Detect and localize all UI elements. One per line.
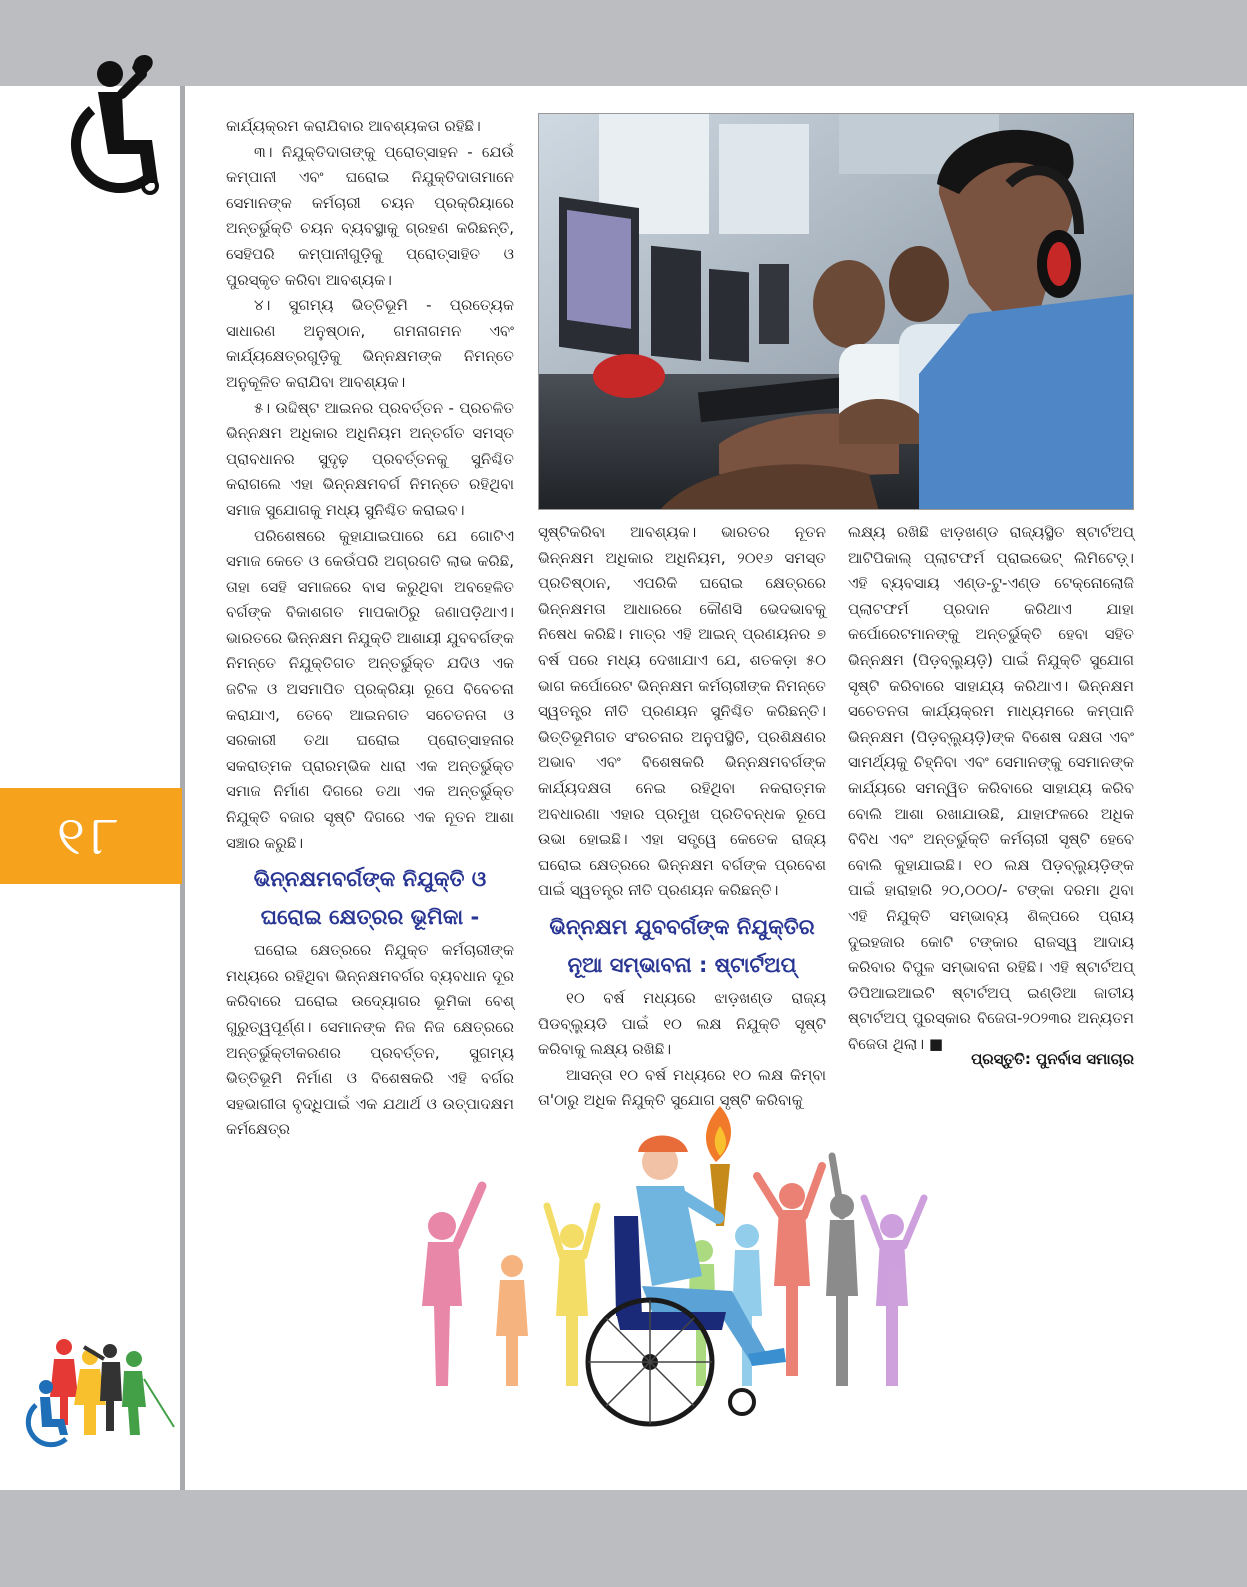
wheelchair-user-icon [40,48,170,203]
paragraph: ଆସନ୍ତା ୧୦ ବର୍ଷ ମଧ୍ୟରେ ୧୦ ଲକ୍ଷ କିମ୍ବା ତା'ଠାରୁ ଅଧିକ ନିଯୁକ୍ତି ସୁଯୋଗ ସୃଷ୍ଟି କରିବାକୁ [538,1065,826,1110]
article-column-3 [848,520,1134,1057]
page-number-tab [0,788,182,884]
paragraph: କାର୍ଯ୍ୟକ୍ରମ କରାଯିବାର ଆବଶ୍ୟକତା ରହିଛି। [226,117,481,135]
page-number: ୧୮ [56,804,126,867]
paragraph: ୧୦ ବର୍ଷ ମଧ୍ୟରେ ଝାଡ଼ଖଣ୍ଡ ରାଜ୍ୟ ପିଡବ୍ଲ୍ୟୁଡି ପାଇଁ ୧୦ ଲକ୍ଷ ନିଯୁକ୍ତି ସୃଷ୍ଟି କରିବାକୁ ଲକ୍ଷ୍ୟ ରଖିଛି। [538,988,826,1059]
paragraph: ଘରୋଇ କ୍ଷେତ୍ରରେ ନିଯୁକ୍ତ କର୍ମଚାରୀଙ୍କ ମଧ୍ୟରେ ରହିଥିବା ଭିନ୍ନକ୍ଷମବର୍ଗର ବ୍ୟବଧାନ ଦୂର କରିବାରେ ଘରୋଇ ଉଦ୍ୟୋଗର ଭୂମିକା ବେଶ୍ ଗୁରୁତ୍ୱପୂର୍ଣ୍ଣ। ସେମାନଙ୍କ ନିଜ ନିଜ କ୍ଷେତ୍ରରେ ଅନ୍ତର୍ଭୁକ୍ତୀକରଣର ପ୍ରବର୍ତ୍ତନ, ସୁଗମ୍ୟ ଭିତ୍ତିଭୂମି ନିର୍ମାଣ ଓ ବିଶେଷକରି ଏହି ବର୍ଗର ସହଭାଗୀତା ବୃଦ୍ଧିପାଇଁ ଏକ ଯଥାର୍ଥ ଓ ଉତ୍ପାଦକ୍ଷମ କର୍ମକ୍ଷେତ୍ର [226,941,514,1139]
paragraph: ସୃଷ୍ଟିକରିବା ଆବଶ୍ୟକ। ଭାରତର ନୂତନ ଭିନ୍ନକ୍ଷମ ଅଧିକାର ଅଧିନିୟମ, ୨୦୧୬ ସମସ୍ତ ପ୍ରତିଷ୍ଠାନ, ଏପରିକି ଘରୋଇ କ୍ଷେତ୍ରରେ ଭିନ୍ନକ୍ଷମତା ଆଧାରରେ କୌଣସି ଭେଦଭାବକୁ ନିଷେଧ କରିଛି। ମାତ୍ର ଏହି ଆଇନ୍ ପ୍ରଣୟନର ୭ ବର୍ଷ ପରେ ମଧ୍ୟ ଦେଖାଯାଏ ଯେ, ଶତକଡ଼ା ୫୦ ଭାଗ କର୍ପୋରେଟ ଭିନ୍ନକ୍ଷମ କର୍ମଚାରୀଙ୍କ ନିମନ୍ତେ ସ୍ୱତନ୍ତ୍ର ନୀତି ପ୍ରଣୟନ ସୁନିଶ୍ଚିତ କରିଛନ୍ତି। ଭିତ୍ତିଭୂମିଗତ ସଂରଚନାର ଅନୁପସ୍ଥିତି, ପ୍ରଶିକ୍ଷଣର ଅଭାବ ଏବଂ ବିଶେଷକରି ଭିନ୍ନକ୍ଷମବର୍ଗଙ୍କ କାର୍ଯ୍ୟଦକ୍ଷତା ନେଇ ରହିଥିବା ନକରାତ୍ମକ ଅବଧାରଣା ଏହାର ପ୍ରମୁଖ ପ୍ରତିବନ୍ଧକ ରୂପେ ଉଭା ହୋଇଛି। ଏହା ସତ୍ତ୍ୱେ କେତେକ ରାଜ୍ୟ ଘରୋଇ କ୍ଷେତ୍ରରେ ଭିନ୍ନକ୍ଷମ ବର୍ଗଙ୍କ ପ୍ରବେଶ ପାଇଁ ସ୍ୱତନ୍ତ୍ର ନୀତି ପ୍ରଣୟନ କରିଛନ୍ତି। [538,523,826,900]
paragraph-point-3: ୩। ନିଯୁକ୍ତିଦାତାଙ୍କୁ ପ୍ରୋତ୍ସାହନ - ଯେଉଁ କମ୍ପାନୀ ଏବଂ ଘରୋଇ ନିଯୁକ୍ତିଦାତାମାନେ ସେମାନଙ୍କ କର୍ମଚାରୀ ଚୟନ ପ୍ରକ୍ରିୟାରେ ଅନ୍ତର୍ଭୁକ୍ତି ଚୟନ ବ୍ୟବସ୍ଥାକୁ ଗ୍ରହଣ କରିଛନ୍ତି, ସେହିପରି କମ୍ପାନୀଗୁଡ଼ିକୁ ପ୍ରୋତ୍ସାହିତ ଓ ପୁରସ୍କୃତ କରିବା ଆବଶ୍ୟକ। [226,142,514,289]
diverse-disabilities-group-icon [24,1335,184,1455]
wheelchair-user-holding-torch-illustration [402,1086,942,1446]
paragraph-conclusion: ପରିଶେଷରେ କୁହାଯାଇପାରେ ଯେ ଗୋଟିଏ ସମାଜ କେତେ ଓ କେଉଁପରି ଅଗ୍ରଗତି ଲାଭ କରିଛି, ତାହା ସେହି ସମାଜରେ ବାସ କରୁଥିବା ଅବହେଳିତ ବର୍ଗଙ୍କ ବିକାଶଗତ ମାପକାଠିରୁ ଜଣାପଡ଼ିଥାଏ। ଭାରତରେ ଭିନ୍ନକ୍ଷମ ନିଯୁକ୍ତି ଆଶାୟୀ ଯୁବବର୍ଗଙ୍କ ନିମନ୍ତେ ନିଯୁକ୍ତିଗତ ଅନ୍ତର୍ଭୁକ୍ତ ଯଦିଓ ଏକ ଜଟିଳ ଓ ଅସମାପିତ ପ୍ରକ୍ରିୟା ରୂପେ ବିବେଚନା କରାଯାଏ, ତେବେ ଆଇନଗତ ସଚେତନତା ଓ ସରକାରୀ ତଥା ଘରୋଇ ପ୍ରୋତ୍ସାହନାର ସକରାତ୍ମକ ପ୍ରାରମ୍ଭିକ ଧାରା ଏକ ଅନ୍ତର୍ଭୁକ୍ତ ସମାଜ ନିର୍ମାଣ ଦିଗରେ ତଥା ଏକ ଅନ୍ତର୍ଭୁକ୍ତ ନିଯୁକ୍ତି ବଜାର ସୃଷ୍ଟି ଦିଗରେ ଏକ ନୂତନ ଆଶା ସଞ୍ଚାର କରୁଛି। [226,526,514,852]
paragraph-point-4: ୪। ସୁଗମ୍ୟ ଭିତ୍ତିଭୂମି - ପ୍ରତ୍ୟେକ ସାଧାରଣ ଅନୁଷ୍ଠାନ, ଗମନାଗମନ ଏବଂ କାର୍ଯ୍ୟକ୍ଷେତ୍ରଗୁଡ଼ିକୁ ଭିନ୍ନକ୍ଷମଙ୍କ ନିମନ୍ତେ ଅନୁକୂଳିତ କରାଯିବା ଆବଶ୍ୟକ। [226,296,514,391]
bottom-band [0,1490,1247,1587]
paragraph-point-5: ୫। ଉଦ୍ଦିଷ୍ଟ ଆଇନର ପ୍ରବର୍ତ୍ତନ - ପ୍ରଚଳିତ ଭିନ୍ନକ୍ଷମ ଅଧିକାର ଅଧିନିୟମ ଅନ୍ତର୍ଗତ ସମସ୍ତ ପ୍ରାବଧାନର ସୁଦୃଢ଼ ପ୍ରବର୍ତ୍ତନକୁ ସୁନିଶ୍ଚିତ କରାଗଲେ ଏହା ଭିନ୍ନକ୍ଷମବର୍ଗ ନିମନ୍ତେ ରହିଥିବା ସମାଜ ସୁଯୋଗକୁ ମଧ୍ୟ ସୁନିଶ୍ଚିତ କରାଇବ। [226,398,514,519]
article-column-2 [538,520,826,1114]
article-credit: ପ୍ରସ୍ତୁତି: ପୁନର୍ବାସ ସମାଚାର [971,1050,1134,1068]
article-column-1 [226,114,514,1143]
section-heading-private-sector: ଭିନ୍ନକ୍ଷମବର୍ଗଙ୍କ ନିଯୁକ୍ତି ଓ ଘରୋଇ କ୍ଷେତ୍ରର ଭୂମିକା - [253,867,487,930]
top-band [0,0,1247,86]
section-heading-startup: ଭିନ୍ନକ୍ଷମ ଯୁବବର୍ଗଙ୍କ ନିଯୁକ୍ତିର ନୂଆ ସମ୍ଭାବନା : ଷ୍ଟାର୍ଟଅପ୍ [549,914,815,977]
visually-impaired-workers-at-computers-photo [538,113,1134,510]
paragraph: ଲକ୍ଷ୍ୟ ରଖିଛି ଝାଡ଼ଖଣ୍ଡ ରାଜ୍ୟସ୍ଥିତ ଷ୍ଟାର୍ଟଅପ୍ ଆଟିପିକାଲ୍ ପ୍ଲାଟଫର୍ମ ପ୍ରାଇଭେଟ୍ ଲିମିଟେଡ଼୍। ଏହି ବ୍ୟବସାୟ ଏଣ୍ଡ-ଟୁ-ଏଣ୍ଡ ଟେକ୍ନୋଲୋଜି ପ୍ଲାଟଫର୍ମ ପ୍ରଦାନ କରିଥାଏ ଯାହା କର୍ପୋରେଟମାନଙ୍କୁ ଅନ୍ତର୍ଭୁକ୍ତି ହେବା ସହିତ ଭିନ୍ନକ୍ଷମ (ପିଡ଼ବ୍ଲ୍ୟୁଡ଼ି) ପାଇଁ ନିଯୁକ୍ତି ସୁଯୋଗ ସୃଷ୍ଟି କରିବାରେ ସାହାଯ୍ୟ କରିଥାଏ। ଭିନ୍ନକ୍ଷମ ସଚେତନତା କାର୍ଯ୍ୟକ୍ରମ ମାଧ୍ୟମରେ କମ୍ପାନି ଭିନ୍ନକ୍ଷମ (ପିଡ଼ବ୍ଲ୍ୟୁଡ଼ି)ଙ୍କ ବିଶେଷ ଦକ୍ଷତା ଏବଂ ସାମର୍ଥ୍ୟକୁ ଚିହ୍ନିବା ଏବଂ ସେମାନଙ୍କୁ ସେମାନଙ୍କ କାର୍ଯ୍ୟରେ ସମନ୍ୱିତ କରିବାରେ ସାହାଯ୍ୟ କରିବ ବୋଲି ଆଶା ରଖାଯାଉଛି, ଯାହାଫଳରେ ଅଧିକ ବିବିଧ ଏବଂ ଅନ୍ତର୍ଭୁକ୍ତି କର୍ମଚାରୀ ସୃଷ୍ଟି ହେବେ ବୋଲି କୁହାଯାଇଛି। ୧୦ ଲକ୍ଷ ପିଡ଼ବ୍ଲ୍ୟୁଡ଼ିଙ୍କ ପାଇଁ ହାରାହାରି ୨୦,୦୦୦/- ଟଙ୍କା ଦରମା ଥିବା ଏହି ନିଯୁକ୍ତି ସମ୍ଭାବ୍ୟ ଶିଳ୍ପରେ ପ୍ରାୟ ଦୁଇହଜାର କୋଟି ଟଙ୍କାର ରାଜସ୍ୱ ଆଦାୟ କରିବାର ବିପୁଳ ସମ୍ଭାବନା ରହିଛି। ଏହି ଷ୍ଟାର୍ଟଅପ୍ ଡିପିଆଇଆଇଟି ଷ୍ଟାର୍ଟଅପ୍ ଇଣ୍ଡିଆ ଜାତୀୟ ଷ୍ଟାର୍ଟଅପ୍ ପୁରସ୍କାର ବିଜେତା-୨୦୨୩ର ଅନ୍ୟତମ ବିଜେତା ଥିଲା। ■ [848,523,1134,1053]
